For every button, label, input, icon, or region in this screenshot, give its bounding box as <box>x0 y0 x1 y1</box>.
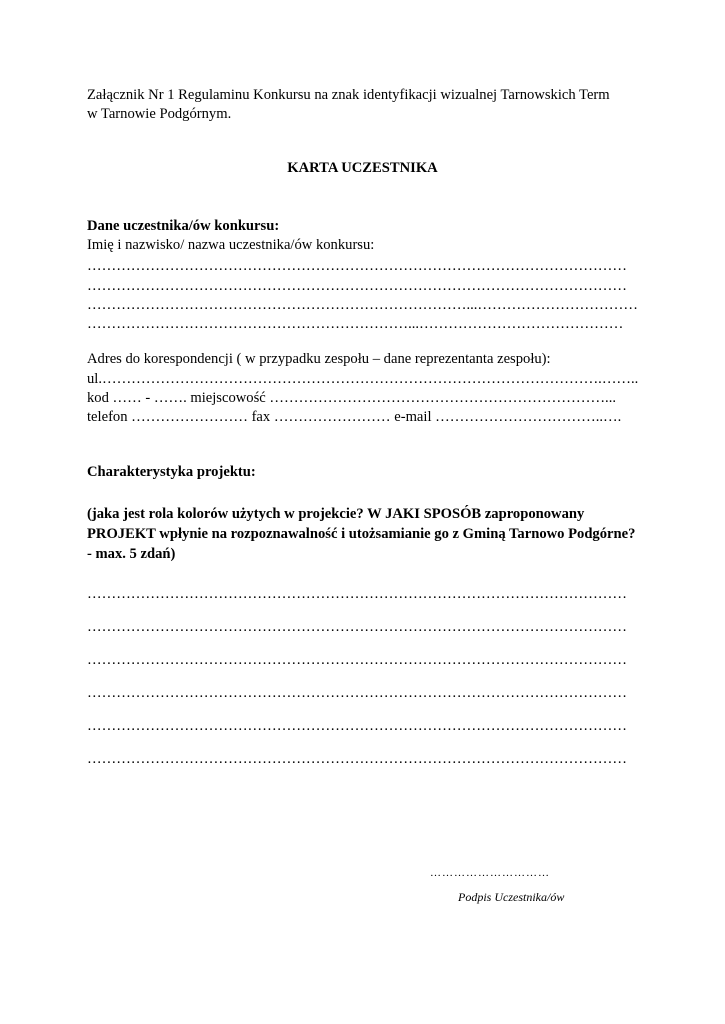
header-line-2: w Tarnowie Podgórnym. <box>87 106 232 122</box>
project-fill-line: ………………………………………………………………………………………………… <box>87 751 627 767</box>
project-fill-line: ………………………………………………………………………………………………… <box>87 619 627 635</box>
project-fill-line: ………………………………………………………………………………………………… <box>87 685 627 701</box>
participant-fill-line: ………………………………………………………………………………………………… <box>87 258 627 274</box>
project-fill-line: ………………………………………………………………………………………………… <box>87 652 627 668</box>
signature-caption: Podpis Uczestnika/ów <box>458 890 565 904</box>
page-title: KARTA UCZESTNIKA <box>287 160 438 176</box>
participant-label: Imię i nazwisko/ nazwa uczestnika/ów konkursu: <box>87 237 375 253</box>
project-question-line: (jaka jest rola kolorów użytych w projekcie? W JAKI SPOSÓB zaproponowany <box>87 506 585 522</box>
participant-fill-line: …………………………………………………………...…………………………………… <box>87 316 624 332</box>
project-heading: Charakterystyka projektu: <box>87 464 256 480</box>
participant-heading: Dane uczestnika/ów konkursu: <box>87 218 280 234</box>
participant-fill-line: ……………………………………………………………………...…………………………… <box>87 297 638 313</box>
contact-line: telefon …………………… fax …………………… e-mail ……………………………..…. <box>87 409 622 425</box>
project-fill-line: ………………………………………………………………………………………………… <box>87 586 627 602</box>
address-label: Adres do korespondencji ( w przypadku zespołu – dane reprezentanta zespołu): <box>87 351 551 367</box>
project-question-line: - max. 5 zdań) <box>87 546 176 562</box>
project-question-line: PROJEKT wpłynie na rozpoznawalność i utożsamianie go z Gminą Tarnowo Podgórne? <box>87 526 636 542</box>
header-line-1: Załącznik Nr 1 Regulaminu Konkursu na znak identyfikacji wizualnej Tarnowskich Term <box>87 87 610 103</box>
postal-line: kod …… - ……. miejscowość ……………………………………………………………... <box>87 390 617 406</box>
project-fill-line: ………………………………………………………………………………………………… <box>87 718 627 734</box>
signature-line: ………………………… <box>430 867 550 879</box>
participant-fill-line: ………………………………………………………………………………………………… <box>87 278 627 294</box>
street-line: ul.………………………………………………………………………………………….…….. <box>87 371 639 387</box>
